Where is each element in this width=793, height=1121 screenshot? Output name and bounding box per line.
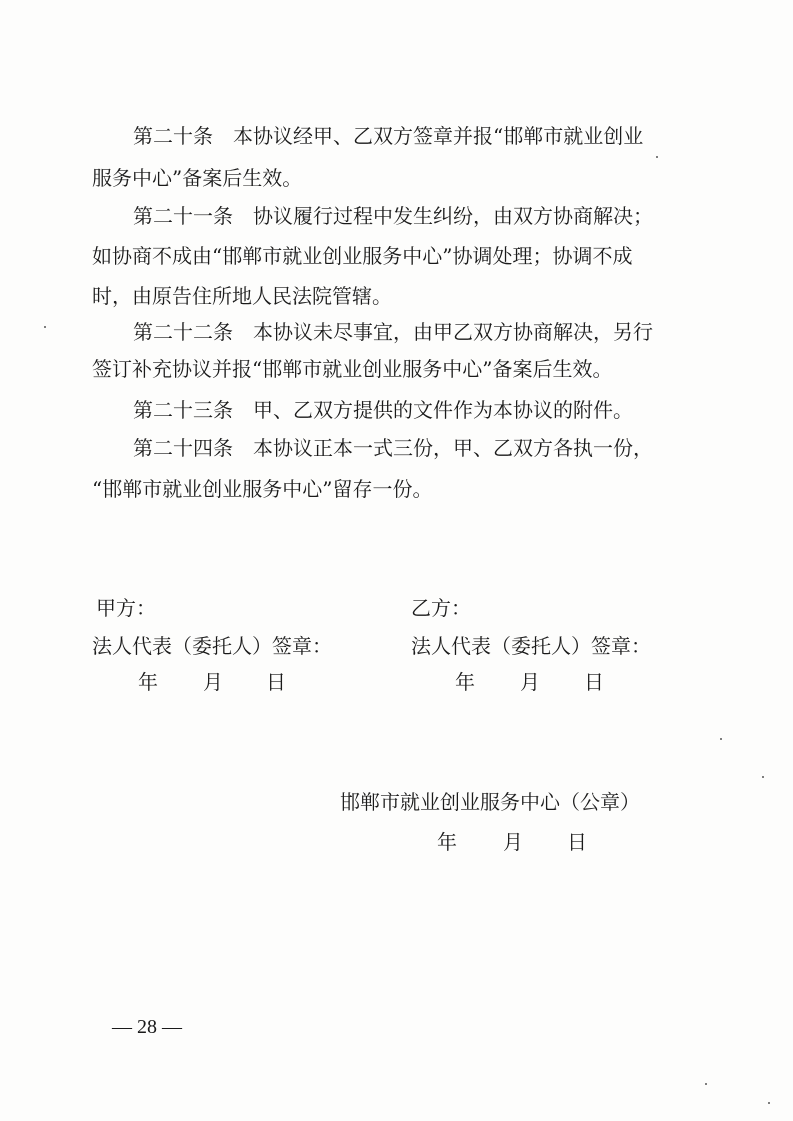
party-b-rep-label: 法人代表（委托人）签章： [411, 634, 651, 658]
article-21-line-3: 时，由原告住所地人民法院管辖。 [92, 284, 392, 308]
scan-speck [768, 1102, 770, 1104]
center-date-month: 月 [503, 830, 523, 854]
article-21-line-1: 第二十一条 协议履行过程中发生纠纷，由双方协商解决； [133, 204, 653, 228]
party-a-date-month: 月 [203, 670, 223, 694]
article-20-line-1: 第二十条 本协议经甲、乙双方签章并报“邯郸市就业创业 [133, 124, 644, 148]
scan-speck [762, 776, 764, 778]
article-21-line-2: 如协商不成由“邯郸市就业创业服务中心”协调处理；协调不成 [92, 244, 633, 268]
center-date-day: 日 [567, 830, 587, 854]
scan-speck [44, 326, 46, 328]
article-24-line-1: 第二十四条 本协议正本一式三份，甲、乙双方各执一份， [133, 436, 653, 460]
party-b-date-year: 年 [455, 670, 475, 694]
party-b-label: 乙方： [411, 596, 471, 620]
center-seal-label: 邯郸市就业创业服务中心（公章） [340, 790, 640, 814]
party-b-date-day: 日 [584, 670, 604, 694]
party-a-label: 甲方： [96, 596, 156, 620]
article-20-line-2: 服务中心”备案后生效。 [92, 166, 303, 190]
party-a-date-year: 年 [138, 670, 158, 694]
scan-speck [656, 156, 658, 158]
party-a-rep-label: 法人代表（委托人）签章： [92, 634, 332, 658]
center-date-year: 年 [437, 830, 457, 854]
page-number: — 28 — [112, 1016, 182, 1038]
article-22-line-1: 第二十二条 本协议未尽事宜，由甲乙双方协商解决，另行 [133, 320, 653, 344]
scan-speck [705, 1083, 707, 1085]
party-b-date-month: 月 [520, 670, 540, 694]
article-22-line-2: 签订补充协议并报“邯郸市就业创业服务中心”备案后生效。 [92, 357, 613, 381]
scan-speck [720, 738, 722, 740]
party-a-date-day: 日 [266, 670, 286, 694]
article-23-line-1: 第二十三条 甲、乙双方提供的文件作为本协议的附件。 [133, 398, 633, 422]
article-24-line-2: “邯郸市就业创业服务中心”留存一份。 [92, 477, 433, 501]
